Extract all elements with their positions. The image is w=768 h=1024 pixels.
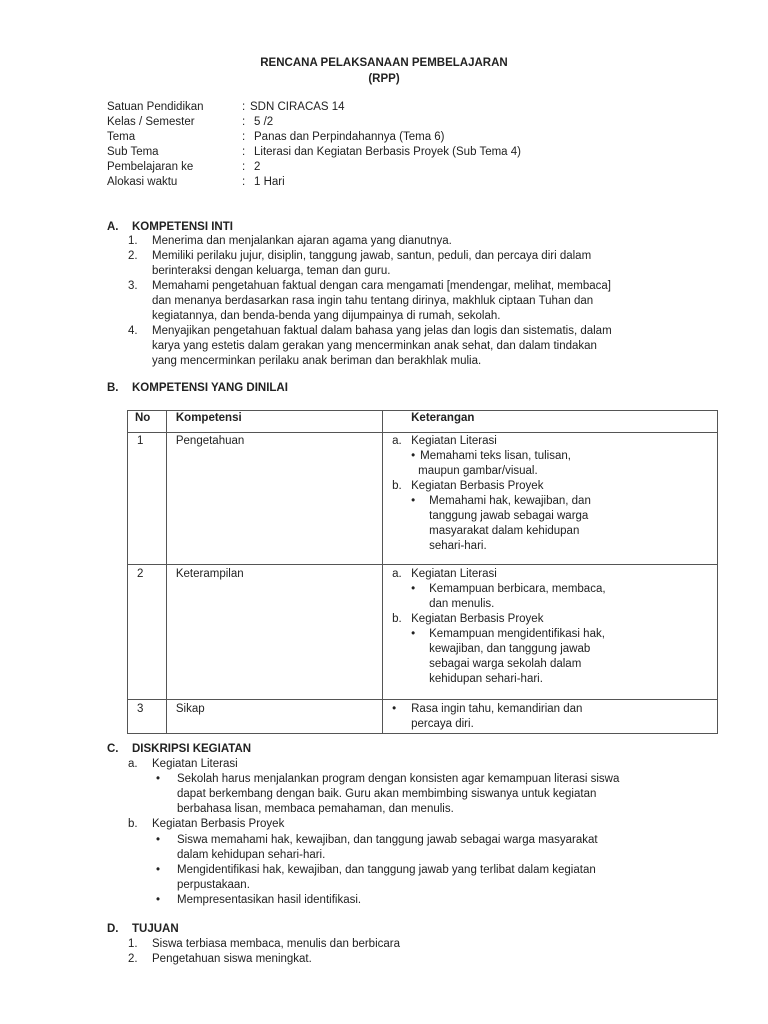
bullet-text: kehidupan sehari-hari. [429, 673, 543, 685]
item-text: Memahami pengetahuan faktual dengan cara mengamati [mendengar, melihat, membaca] [152, 280, 611, 292]
identity-value: Panas dan Perpindahannya (Tema 6) [254, 131, 445, 143]
item-number: 1. [128, 235, 138, 247]
section-letter: A. [107, 221, 119, 233]
item-text: Memiliki perilaku jujur, disiplin, tanggung jawab, santun, peduli, dan percaya diri dalam [152, 250, 592, 262]
bullet-text: dan menulis. [429, 598, 495, 610]
table-row [128, 700, 718, 734]
sub-label: a. [128, 758, 138, 770]
section-title: KOMPETENSI INTI [132, 221, 233, 233]
bullet-text: dapat berkembang dengan baik. Guru akan membimbing siswanya untuk kegiatan [177, 788, 597, 800]
bullet-text: Memahami teks lisan, tulisan, [420, 450, 571, 462]
item-text: kegiatannya, dan benda-benda yang dijumpainya di rumah, sekolah. [152, 310, 501, 322]
bullet-text: Mengidentifikasi hak, kewajiban, dan tanggung jawab yang terlibat dalam kegiatan [177, 864, 596, 876]
identity-value: 5 /2 [254, 116, 274, 128]
item-number: 1. [128, 938, 138, 950]
table-header: Kompetensi [175, 412, 242, 424]
section-title: TUJUAN [132, 923, 179, 935]
section-a-heading [107, 220, 233, 235]
row-competency: Keterampilan [175, 568, 244, 580]
table-header-row [128, 411, 718, 433]
identity-key: Sub Tema [107, 146, 159, 158]
sub-label: a. [392, 435, 402, 447]
sub-label: b. [392, 613, 402, 625]
identity-value: 2 [254, 161, 261, 173]
bullet-text: kewajiban, dan tanggung jawab [429, 643, 591, 655]
identity-colon: : [242, 101, 246, 113]
item-text: Siswa terbiasa membaca, menulis dan berbicara [152, 938, 401, 950]
competency-table [127, 410, 718, 734]
bullet-text: Mempresentasikan hasil identifikasi. [177, 894, 362, 906]
section-b-heading [107, 381, 288, 396]
document-subtitle: (RPP) [368, 73, 400, 85]
table-header: Keterangan [411, 412, 475, 424]
bullet-icon [156, 863, 160, 878]
bullet-icon [411, 582, 415, 597]
section-title: DISKRIPSI KEGIATAN [132, 743, 252, 755]
bullet-icon [411, 627, 415, 642]
sub-title: Kegiatan Literasi [152, 758, 238, 770]
document-title: RENCANA PELAKSANAAN PEMBELAJARAN [260, 57, 508, 69]
identity-value: 1 Hari [254, 176, 285, 188]
sub-title: Kegiatan Berbasis Proyek [411, 480, 544, 492]
sub-label: b. [392, 480, 402, 492]
table-row [128, 565, 718, 700]
identity-colon: : [242, 131, 246, 143]
bullet-text: Rasa ingin tahu, kemandirian dan [411, 703, 583, 715]
sub-label: b. [128, 818, 138, 830]
bullet-text: sebagai warga sekolah dalam [429, 658, 582, 670]
bullet-text: Kemampuan berbicara, membaca, [429, 583, 606, 595]
sub-title: Kegiatan Berbasis Proyek [411, 613, 544, 625]
item-text: dan menanya berdasarkan rasa ingin tahu tentang dirinya, makhluk ciptaan Tuhan dan [152, 295, 594, 307]
section-title: KOMPETENSI YANG DINILAI [132, 382, 288, 394]
identity-key: Kelas / Semester [107, 116, 195, 128]
item-number: 2. [128, 250, 138, 262]
sub-label: a. [392, 568, 402, 580]
item-text: yang mencerminkan perilaku anak beriman dan berakhlak mulia. [152, 355, 482, 367]
bullet-icon [156, 833, 160, 848]
item-text: Menyajikan pengetahuan faktual dalam bahasa yang jelas dan logis dan sistematis, dalam [152, 325, 612, 337]
bullet-text: maupun gambar/visual. [418, 465, 538, 477]
section-letter: B. [107, 382, 119, 394]
bullet-icon [156, 772, 160, 787]
bullet-text: dalam kehidupan sehari-hari. [177, 849, 326, 861]
identity-key: Pembelajaran ke [107, 161, 194, 173]
item-number: 3. [128, 280, 138, 292]
row-number: 2 [137, 568, 144, 580]
bullet-icon [411, 449, 415, 464]
bullet-text: masyarakat dalam kehidupan [429, 525, 580, 537]
bullet-text: Memahami hak, kewajiban, dan [429, 495, 591, 507]
item-number: 2. [128, 953, 138, 965]
identity-key: Alokasi waktu [107, 176, 178, 188]
bullet-text: Kemampuan mengidentifikasi hak, [429, 628, 605, 640]
bullet-text: perpustakaan. [177, 879, 250, 891]
row-number: 3 [137, 703, 144, 715]
sub-title: Kegiatan Literasi [411, 435, 497, 447]
identity-colon: : [242, 116, 246, 128]
identity-key: Tema [107, 131, 136, 143]
item-number: 4. [128, 325, 138, 337]
section-letter: D. [107, 923, 119, 935]
item-text: Pengetahuan siswa meningkat. [152, 953, 312, 965]
row-number: 1 [137, 435, 144, 447]
section-c-heading [107, 742, 251, 757]
identity-key: Satuan Pendidikan [107, 101, 204, 113]
identity-value: Literasi dan Kegiatan Berbasis Proyek (Sub Tema 4) [254, 146, 521, 158]
bullet-text: tanggung jawab sebagai warga [429, 510, 589, 522]
item-text: berinteraksi dengan keluarga, teman dan guru. [152, 265, 391, 277]
bullet-icon [411, 494, 415, 509]
identity-colon: : [242, 161, 246, 173]
bullet-text: Sekolah harus menjalankan program dengan konsisten agar kemampuan literasi siswa [177, 773, 620, 785]
identity-colon: : [242, 146, 246, 158]
table-header: No [135, 412, 151, 424]
bullet-text: percaya diri. [411, 718, 474, 730]
bullet-text: Siswa memahami hak, kewajiban, dan tanggung jawab sebagai warga masyarakat [177, 834, 598, 846]
bullet-icon [392, 702, 396, 717]
sub-title: Kegiatan Literasi [411, 568, 497, 580]
bullet-text: sehari-hari. [429, 540, 487, 552]
bullet-text: berbahasa lisan, membaca pemahaman, dan menulis. [177, 803, 454, 815]
bullet-icon [156, 893, 160, 908]
sub-title: Kegiatan Berbasis Proyek [152, 818, 285, 830]
identity-colon: : [242, 176, 246, 188]
item-text: karya yang estetis dalam gerakan yang mencerminkan anak sehat, dan dalam tindakan [152, 340, 597, 352]
section-d-heading [107, 922, 179, 937]
row-competency: Pengetahuan [175, 435, 245, 447]
row-competency: Sikap [175, 703, 205, 715]
identity-value: SDN CIRACAS 14 [250, 101, 345, 113]
item-text: Menerima dan menjalankan ajaran agama yang dianutnya. [152, 235, 452, 247]
table-row [128, 433, 718, 565]
section-letter: C. [107, 743, 119, 755]
